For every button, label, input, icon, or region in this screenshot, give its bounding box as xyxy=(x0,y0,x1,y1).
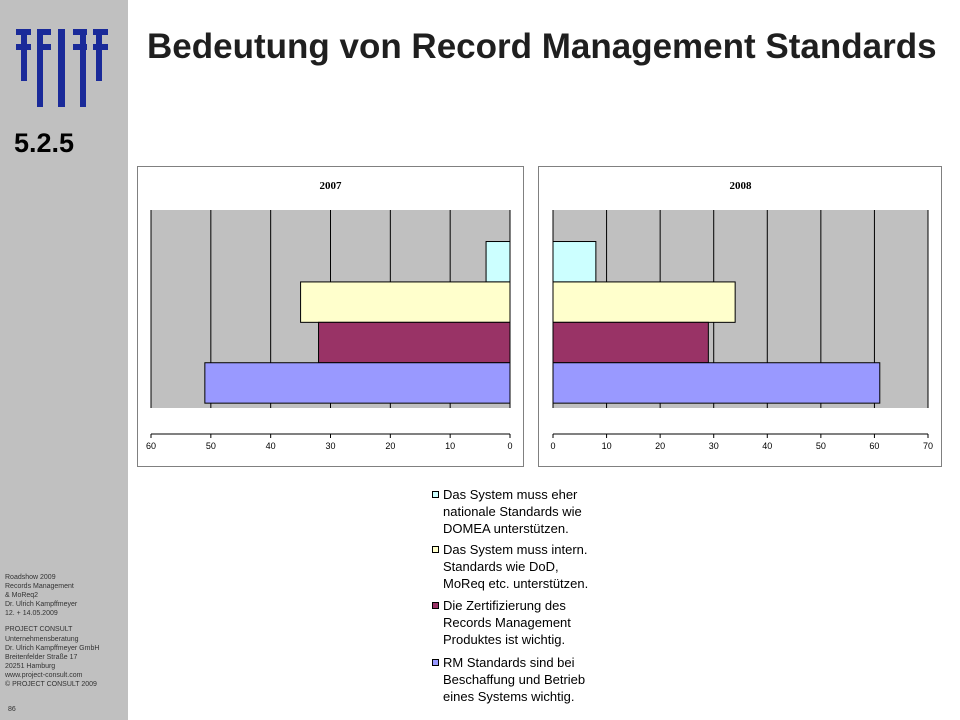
footer-line: Breitenfelder Straße 17 xyxy=(5,653,78,661)
chart-2007-x-tick-label: 50 xyxy=(205,441,216,451)
chart-2008-x-tick-label: 20 xyxy=(655,441,666,451)
footer-line: PROJECT CONSULT xyxy=(5,626,73,634)
legend-label: RM Standards sind bei Beschaffung und Betrieb eines Systems wichtig. xyxy=(443,655,586,704)
chart-2007-bar xyxy=(486,242,510,282)
footer-line: 20251 Hamburg xyxy=(5,662,56,670)
chart-2007-bar xyxy=(319,322,510,362)
chart-2008-bar xyxy=(553,282,735,322)
chart-2008-title: 2008 xyxy=(729,180,752,192)
chart-2007-x-tick-label: 10 xyxy=(445,441,456,451)
chart-2007-title: 2007 xyxy=(319,180,342,192)
footer-line: 12. + 14.05.2009 xyxy=(5,610,58,618)
chart-2008-x-tick-label: 0 xyxy=(550,441,556,451)
section-number: 5.2.5 xyxy=(14,128,75,158)
legend-swatch xyxy=(432,491,439,498)
chart-2007-svg xyxy=(138,167,525,468)
footer-line: www.project-consult.com xyxy=(5,671,83,679)
footer-line: Records Management xyxy=(5,583,74,591)
legend-swatch xyxy=(432,659,439,666)
footer-info xyxy=(5,573,127,689)
chart-2007 xyxy=(137,166,524,467)
chart-2007-x-tick-label: 60 xyxy=(145,441,157,451)
footer-line: © PROJECT CONSULT 2009 xyxy=(5,681,97,689)
chart-2007-x-tick-label: 40 xyxy=(265,441,276,451)
chart-2007-x-tick-label: 20 xyxy=(385,441,396,451)
footer-line: Dr. Ulrich Kampffmeyer GmbH xyxy=(5,644,100,652)
chart-2008-svg xyxy=(539,167,943,468)
chart-2008-x-tick-label: 30 xyxy=(708,441,719,451)
page-number: 86 xyxy=(8,706,16,713)
chart-2007-x-tick-label: 30 xyxy=(325,441,336,451)
chart-2008-bar xyxy=(553,363,880,403)
chart-2008 xyxy=(538,166,942,467)
chart-2007-bar xyxy=(205,363,510,403)
chart-2007-bar xyxy=(301,282,510,322)
chart-2008-bar xyxy=(553,322,708,362)
footer-line: Dr. Ulrich Kampffmeyer xyxy=(5,601,78,609)
chart-2008-x-tick-label: 40 xyxy=(762,441,773,451)
legend-swatch xyxy=(432,546,439,553)
chart-2008-x-tick-label: 50 xyxy=(815,441,826,451)
footer-line: Roadshow 2009 xyxy=(5,574,56,581)
legend-label: Das System muss intern. Standards wie DoD, MoReq etc. unterstützen. xyxy=(443,542,589,591)
chart-2008-x-tick-label: 60 xyxy=(869,441,880,451)
chart-2008-bar xyxy=(553,242,596,282)
chart-2007-x-tick-label: 0 xyxy=(507,441,513,451)
footer-line: Unternehmensberatung xyxy=(5,635,79,643)
footer-line: & MoReq2 xyxy=(5,592,39,600)
chart-2008-x-tick-label: 70 xyxy=(922,441,934,451)
page-title: Bedeutung von Record Management Standards xyxy=(147,27,937,66)
legend-label: Das System muss eher nationale Standards wie DOMEA unterstützen. xyxy=(443,487,582,536)
legend-label: Die Zertifizierung des Records Management Produktes ist wichtig. xyxy=(443,598,571,647)
project-consult-logo xyxy=(16,29,108,107)
sidebar xyxy=(0,0,128,720)
chart-2008-x-tick-label: 10 xyxy=(601,441,612,451)
legend-swatch xyxy=(432,602,439,609)
